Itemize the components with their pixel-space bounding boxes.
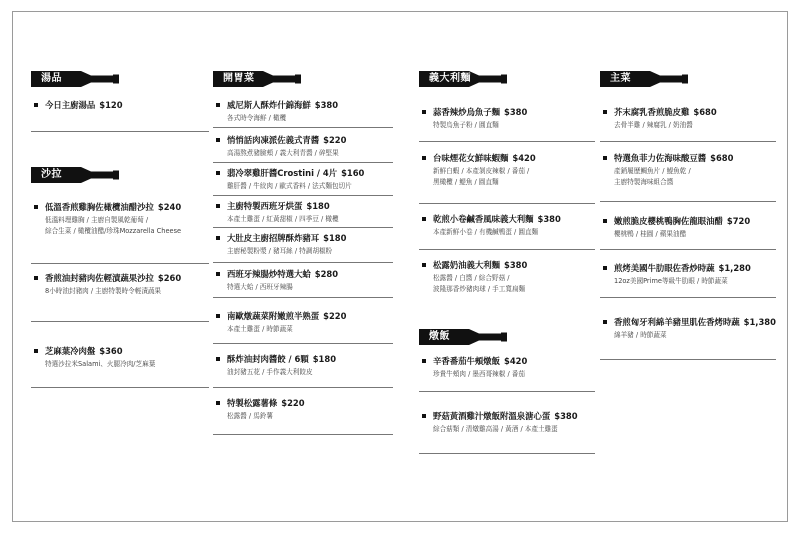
menu-item bbox=[213, 166, 364, 192]
dish-description: 綜合生菜 / 橄欖油醋/珍珠Mozzarella Cheese bbox=[45, 227, 182, 235]
dish-description: 主廚秘製粉漿 / 豬耳絲 / 特調胡椒粉 bbox=[227, 247, 333, 255]
menu-item bbox=[600, 151, 733, 188]
dish-price: $360 bbox=[99, 346, 123, 356]
dish-price: $680 bbox=[710, 153, 734, 163]
dish-price: $420 bbox=[512, 153, 536, 163]
dish-name: 蒜香辣炒烏魚子麵 bbox=[433, 107, 500, 117]
dish-description: 綿羊豬 / 時節蔬菜 bbox=[614, 331, 667, 339]
menu-section-risotto bbox=[419, 329, 595, 433]
dish-price: $420 bbox=[504, 356, 528, 366]
section-heading-label: 義大利麵 bbox=[429, 73, 471, 84]
menu-section-salad bbox=[31, 167, 209, 368]
dish-name: 大肚皮主廚招牌酥炸豬耳 bbox=[227, 233, 320, 243]
dish-description: 珍貴牛頰肉 / 墨西哥辣椒 / 番茄 bbox=[433, 370, 525, 378]
dish-name: 酥炸油封肉醬餃 / 6顆 bbox=[227, 354, 309, 364]
divider bbox=[213, 227, 393, 228]
menu-item bbox=[600, 261, 751, 287]
bullet-icon bbox=[34, 276, 38, 280]
bullet-icon bbox=[603, 219, 607, 223]
dish-price: $720 bbox=[726, 216, 751, 226]
dish-name: 低溫香煎雞胸佐橄欖油醋沙拉 bbox=[45, 202, 154, 212]
dish-name: 悄悄話肉凍派佐義式青醬 bbox=[227, 135, 320, 145]
dish-price: $1,380 bbox=[743, 317, 776, 327]
dish-description: 特製烏魚子粉 / 圓直麵 bbox=[433, 121, 499, 129]
dish-description: 低溫料理雞胸 / 主廚自製風乾葡萄 / bbox=[45, 216, 149, 224]
bullet-icon bbox=[603, 320, 607, 324]
dish-price: $680 bbox=[693, 107, 717, 117]
dish-name: 煎烤美國牛肋眼佐香炒時蔬 bbox=[614, 263, 715, 273]
menu-item bbox=[213, 133, 346, 159]
bullet-icon bbox=[216, 314, 220, 318]
section-heading bbox=[213, 71, 393, 89]
dish-description: 各式時令海鮮 / 橄欖 bbox=[227, 114, 287, 122]
dish-description: 油封豬五花 / 手作義大利餃皮 bbox=[227, 368, 313, 376]
dish-name: 主廚特製西班牙烘蛋 bbox=[227, 201, 303, 211]
bullet-icon bbox=[603, 156, 607, 160]
bullet-icon bbox=[422, 359, 426, 363]
dish-price: $220 bbox=[323, 311, 347, 321]
dish-name: 威尼斯人酥炸什錦海鮮 bbox=[227, 100, 311, 110]
bullet-icon bbox=[216, 204, 220, 208]
divider bbox=[419, 203, 595, 204]
dish-name: 香煎油封豬肉佐輕漬蔬果沙拉 bbox=[45, 273, 154, 283]
dish-price: $380 bbox=[537, 214, 561, 224]
divider bbox=[31, 387, 209, 388]
divider bbox=[419, 391, 595, 392]
divider bbox=[213, 262, 393, 263]
menu-item bbox=[213, 396, 305, 422]
dish-description: 本產土雞蛋 / 時節蔬菜 bbox=[227, 325, 293, 333]
dish-description: 特選沙拉米Salami、火腿冷肉/芝麻葉 bbox=[45, 360, 156, 368]
bullet-icon bbox=[422, 110, 426, 114]
dish-name: 南歐燉蔬菜附嫩煎半熟蛋 bbox=[227, 311, 320, 321]
section-heading bbox=[31, 71, 209, 89]
divider bbox=[600, 141, 776, 142]
section-heading bbox=[600, 71, 776, 89]
dish-description: 本產土雞蛋 / 紅黃甜椒 / 四季豆 / 橄欖 bbox=[227, 215, 339, 223]
dish-description: 波隆那香炒豬肉球 / 手工寬扁麵 bbox=[433, 285, 526, 293]
menu-item bbox=[213, 267, 338, 293]
menu-section-mains bbox=[600, 71, 776, 339]
dish-description: 松露醬 / 白醬 / 綜合野菇 / bbox=[433, 274, 510, 282]
dish-price: $280 bbox=[314, 269, 339, 279]
bullet-icon bbox=[216, 103, 220, 107]
dish-description: 產銷履歷鯛魚片 / 鯷魚乾 / bbox=[614, 167, 691, 175]
dish-name: 台味煙花女鮮味蝦麵 bbox=[433, 153, 509, 163]
section-heading-label: 湯品 bbox=[41, 73, 62, 84]
menu-item bbox=[419, 105, 527, 131]
divider bbox=[419, 141, 595, 142]
dish-price: $1,280 bbox=[718, 263, 751, 273]
dish-price: $220 bbox=[323, 135, 347, 145]
dish-description: 松露醬 / 馬鈴薯 bbox=[227, 412, 273, 420]
divider bbox=[600, 359, 776, 360]
menu-item bbox=[419, 151, 536, 188]
menu-item bbox=[600, 315, 776, 341]
section-heading-label: 開胃菜 bbox=[223, 73, 255, 84]
menu-item bbox=[600, 214, 750, 240]
dish-description: 新鮮白蝦 / 本產剝皮辣椒 / 番茄 / bbox=[433, 167, 530, 175]
bullet-icon bbox=[603, 266, 607, 270]
divider bbox=[600, 201, 776, 202]
menu-section-soup bbox=[31, 71, 209, 110]
dish-price: $180 bbox=[312, 354, 337, 364]
dish-name: 香煎匈牙利綿羊豬里肌佐香烤時蔬 bbox=[614, 317, 740, 327]
dish-description: 高湯熬煮豬臉頰 / 義大利青醬 / 碎堅果 bbox=[227, 149, 339, 157]
dish-name: 芥末腐乳香煎脆皮雞 bbox=[614, 107, 690, 117]
dish-name: 西班牙辣腸炒特選大蛤 bbox=[227, 269, 311, 279]
dish-description: 雞肝醬 / 牛絞肉 / 歐式香料 / 法式麵包切片 bbox=[227, 182, 352, 190]
menu-item bbox=[31, 98, 123, 113]
dish-description: 本產新鮮小卷 / 有機鹹鴨蛋 / 圓直麵 bbox=[433, 228, 539, 236]
menu-item bbox=[419, 258, 527, 295]
dish-price: $220 bbox=[281, 398, 305, 408]
divider bbox=[213, 343, 393, 344]
dish-price: $180 bbox=[306, 201, 330, 211]
section-heading bbox=[31, 167, 209, 185]
dish-price: $180 bbox=[323, 233, 347, 243]
dish-description: 綜合菇類 / 清燉雞高湯 / 黃酒 / 本產土雞蛋 bbox=[433, 425, 558, 433]
dish-name: 芝麻葉冷肉盤 bbox=[45, 346, 96, 356]
dish-name: 乾煎小卷鹹香風味義大利麵 bbox=[433, 214, 534, 224]
dish-description: 特選大蛤 / 西班牙辣腸 bbox=[227, 283, 293, 291]
menu-item bbox=[31, 200, 181, 237]
dish-name: 嫩煎脆皮櫻桃鴨胸佐龍眼油醋 bbox=[614, 216, 723, 226]
bullet-icon bbox=[603, 110, 607, 114]
menu-item bbox=[31, 271, 181, 297]
divider bbox=[213, 195, 393, 196]
divider bbox=[600, 297, 776, 298]
dish-name: 今日主廚湯品 bbox=[45, 100, 96, 110]
bullet-icon bbox=[422, 414, 426, 418]
menu-item bbox=[31, 344, 155, 370]
bullet-icon bbox=[216, 236, 220, 240]
section-heading-label: 主菜 bbox=[610, 73, 631, 84]
divider bbox=[213, 127, 393, 128]
dish-description: 黑橄欖 / 鯷魚 / 圓直麵 bbox=[433, 178, 499, 186]
divider bbox=[213, 434, 393, 435]
section-heading bbox=[419, 329, 595, 347]
dish-price: $380 bbox=[504, 107, 528, 117]
bullet-icon bbox=[216, 272, 220, 276]
dish-name: 特製松露薯條 bbox=[227, 398, 278, 408]
menu-section-pasta bbox=[419, 71, 595, 293]
dish-description: 櫻桃鴨 / 桂圓 / 蘋果油醋 bbox=[614, 230, 687, 238]
dish-price: $260 bbox=[157, 273, 182, 283]
divider bbox=[31, 131, 209, 132]
dish-name: 松露奶油義大利麵 bbox=[433, 260, 500, 270]
bullet-icon bbox=[34, 205, 38, 209]
divider bbox=[31, 321, 209, 322]
divider bbox=[31, 263, 209, 264]
dish-price: $120 bbox=[99, 100, 123, 110]
divider bbox=[419, 249, 595, 250]
menu-item bbox=[213, 309, 346, 335]
dish-description: 8小時油封豬肉 / 主廚特製時令輕漬蔬果 bbox=[45, 287, 162, 295]
bullet-icon bbox=[216, 401, 220, 405]
divider bbox=[213, 162, 393, 163]
divider bbox=[419, 453, 595, 454]
dish-price: $160 bbox=[341, 168, 365, 178]
bullet-icon bbox=[34, 103, 38, 107]
bullet-icon bbox=[422, 217, 426, 221]
dish-name: 特選魚菲力佐海味酸豆醬 bbox=[614, 153, 707, 163]
dish-name: 野菇黃酒雞汁燉飯附溫泉溏心蛋 bbox=[433, 411, 551, 421]
menu-item bbox=[600, 105, 717, 131]
section-heading bbox=[419, 71, 595, 89]
dish-price: $240 bbox=[157, 202, 182, 212]
dish-price: $380 bbox=[504, 260, 528, 270]
bullet-icon bbox=[216, 357, 220, 361]
dish-name: 辛香番茄牛頰燉飯 bbox=[433, 356, 500, 366]
menu-page bbox=[12, 11, 788, 522]
dish-price: $380 bbox=[314, 100, 339, 110]
menu-item bbox=[213, 352, 336, 378]
dish-description: 主廚特製海味組合醬 bbox=[614, 178, 674, 186]
menu-item bbox=[213, 199, 339, 225]
bullet-icon bbox=[216, 171, 220, 175]
menu-item bbox=[419, 354, 527, 380]
bullet-icon bbox=[422, 156, 426, 160]
divider bbox=[600, 249, 776, 250]
menu-item bbox=[419, 212, 561, 238]
menu-item bbox=[213, 231, 346, 257]
section-heading-label: 沙拉 bbox=[41, 169, 62, 180]
dish-price: $380 bbox=[554, 411, 578, 421]
menu-item bbox=[419, 409, 578, 435]
menu-section-appetizers bbox=[213, 71, 393, 420]
section-heading-label: 燉飯 bbox=[429, 331, 450, 342]
menu-item bbox=[213, 98, 338, 124]
dish-description: 去骨半雞 / 辣腐乳 / 奶油醬 bbox=[614, 121, 693, 129]
divider bbox=[213, 387, 393, 388]
dish-description: 12oz美國Prime等級牛肋眼 / 時節蔬菜 bbox=[614, 277, 728, 285]
bullet-icon bbox=[422, 263, 426, 267]
dish-name: 翡冷翠雞肝醬Crostini / 4片 bbox=[227, 168, 338, 178]
divider bbox=[213, 297, 393, 298]
bullet-icon bbox=[34, 349, 38, 353]
bullet-icon bbox=[216, 138, 220, 142]
